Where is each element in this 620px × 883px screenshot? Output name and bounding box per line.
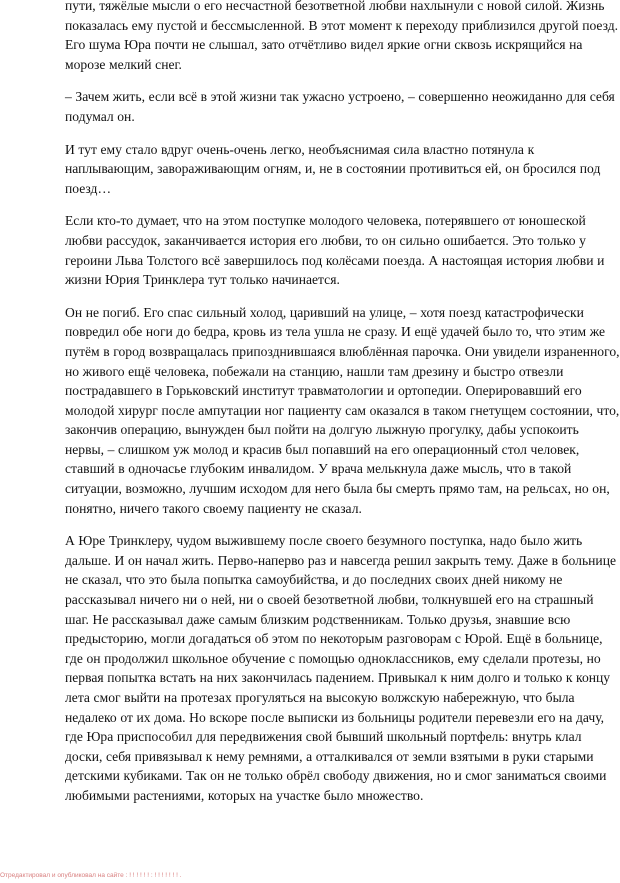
document-body (65, 0, 620, 819)
paragraph-1: пути, тяжёлые мысли о его несчастной безответной любви нахлынули с новой силой. Жизнь показалась ему пустой и бессмысленной. В этот момент к переходу приблизился другой поезд. Его шума Юра почти не слышал, зато отчётливо видел яркие огни сквозь искрящийся на морозе мелкий снег. (65, 0, 619, 72)
paragraph-6: А Юре Тринклеру, чудом выжившему после своего безумного поступка, надо было жить дальше. И он начал жить. Перво-наперво раз и навсегда решил закрыть тему. Даже в больнице не сказал, что это была попытка самоубийства, и до последних своих дней никому не рассказывал ничего ни о ней, ни о своей безответной любви, толкнувшей его на страшный шаг. Не рассказывал даже самым близким родственникам. Только друзья, знавшие всю предысторию, могли догадаться об этом по некоторым разговорам с Юрой. Ещё в больнице, где он продолжил школьное обучение с помощью одноклассников, ему сделали протезы, но первая попытка встать на них закончилась падением. Привыкал к ним долго и только к концу лета смог выйти на протезах прогуляться на высокую волжскую набережную, что была недалеко от их дома. Но вскоре после выписки из больницы родители перевезли его на дачу, где Юра приспособил для передвижения свой бывший школьный портфель: внутрь клал доски, себя привязывал к нему ремнями, а отталкивался от земли взятыми в руки старыми детскими кубиками. Так он не только обрёл свободу движения, но и смог заниматься своими любимыми растениями, которых на участке было множество. (65, 533, 617, 803)
publisher-footer-note: Отредактировал и опубликовал на сайте : ! ! ! ! ! ! : ! ! ! ! ! ! ! . (0, 872, 182, 879)
paragraph-5: Он не погиб. Его спас сильный холод, царивший на улице, – хотя поезд катастрофически повредил обе ноги до бедра, кровь из тела ушла не сразу. И ещё удачей было то, что этим же путём в город возвращалась припозднившаяся влюблённая парочка. Они увидели израненного, но живого ещё человека, побежали на станцию, нашли там дрезину и быстро отвезли пострадавшего в Горьковский институт травматологии и ортопедии. Оперировавший его молодой хирург после ампутации ног пациенту сам оказался в таком гнетущем состоянии, что, закончив операцию, вынужден был пойти на долгую лыжную прогулку, дабы успокоить нервы, – слишком уж молод и красив был попавший на его операционный стол человек, ставший в одночасье глубоким инвалидом. У врача мелькнула даже мысль, что в такой ситуации, возможно, лучшим исходом для него была бы смерть прямо там, на рельсах, но он, понятно, ничего такого своему пациенту не сказал. (65, 304, 620, 516)
paragraph-2: – Зачем жить, если всё в этой жизни так ужасно устроено, – совершенно неожиданно для себя подумал он. (65, 89, 615, 124)
paragraph-4: Если кто-то думает, что на этом поступке молодого человека, потерявшего от юношеской любви рассудок, заканчивается история его любви, то он сильно ошибается. Это только у героини Льва Толстого всё завершилось под колёсами поезда. А настоящая история любви и жизни Юрия Тринклера тут только начинается. (65, 213, 605, 288)
paragraph-3: И тут ему стало вдруг очень-очень легко, необъяснимая сила властно потянула к наплывающим, завораживающим огням, и, не в состоянии противиться ей, он бросился под поезд… (65, 141, 601, 196)
